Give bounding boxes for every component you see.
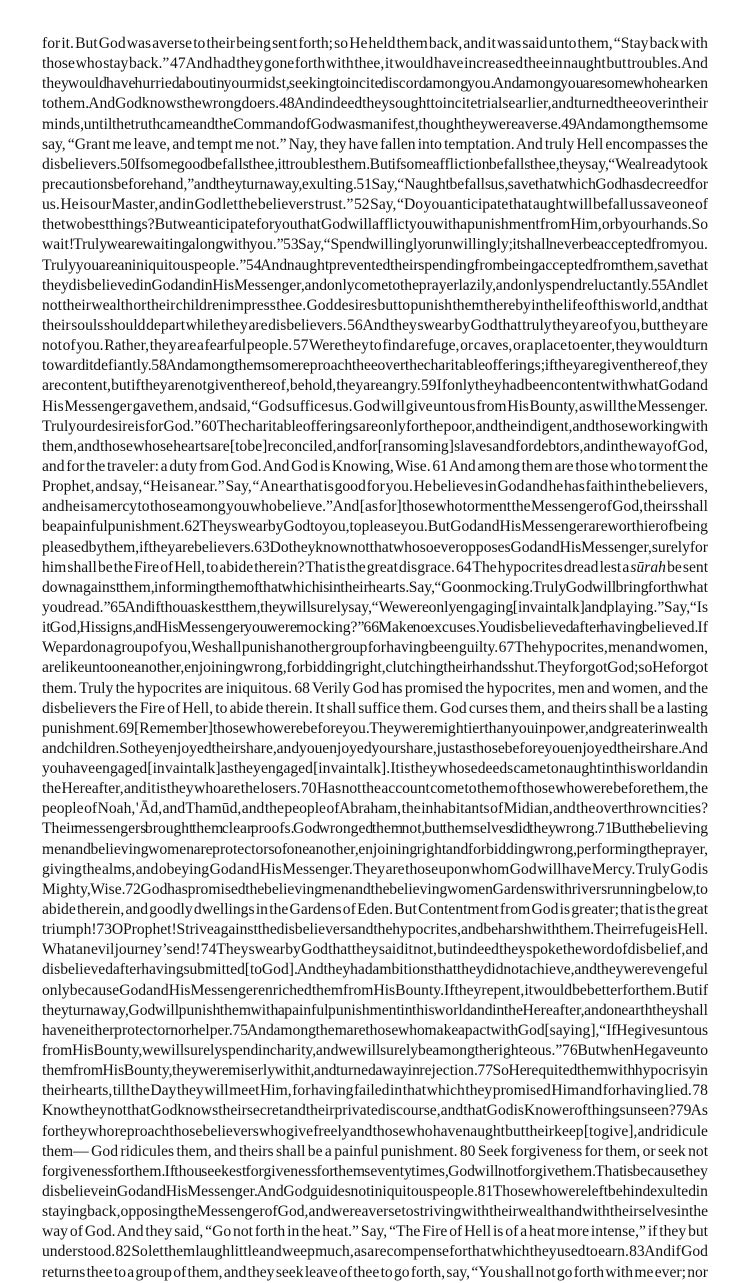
text-line: them from His Bounty, they were miserly with it, and turned away in rejection. 77 So He requited them with hypocrisy in	[42, 1062, 708, 1080]
text-line: disbelieved after having submitted [to God]. And they had ambitions that they did not achieve, and they were vengeful	[42, 961, 709, 979]
text-line: precautions beforehand,” and they turn away, exulting. 51 Say, “Naught befalls us, save that which God has decreed for	[42, 175, 709, 193]
text-line: them— God ridicules them, and theirs shall be a painful punishment. 80 Seek forgiveness for them, or seek not	[42, 1142, 709, 1160]
text-line: people of Noah, ' Ād, and Thamūd, and the people of Abraham, the inhabitants of Midian, and the overthrown cities?	[42, 800, 709, 818]
text-line: be a painful punishment. 62 They swear by God to you, to please you. But God and His Messenger are worthier of being	[42, 518, 708, 536]
text-line: and he is a mercy to those among you who believe.” And [as for] those who torment the Messenger of God, theirs shall	[42, 498, 708, 516]
text-segment: him shall be the Fire of Hell, to abide therein? That is the great disgrace. 64 The hypocrites dread lest a	[42, 558, 631, 576]
document-page	[42, 34, 714, 1283]
text-line: Know they not that God knows their secret and their private discourse, and that God is Knower of things unseen? 79 As	[42, 1102, 708, 1120]
text-line: the two best things? But we anticipate for you that God will afflict you with a punishment from Him, or by our hands. So	[42, 216, 708, 234]
text-line: you dread.” 65 And if thou askest them, they will surely say, “We were only engaging [in vain talk] and playing.” Say, “Is	[42, 598, 709, 616]
text-line: Truly our desire is for God.” 60 The charitable offerings are only for the poor, and the indigent, and those working with	[42, 417, 709, 435]
text-line: abide therein, and goodly dwellings in the Gardens of Eden. But Contentment from God is greater; that is the great	[42, 901, 709, 919]
text-line: it God, His signs, and His Messenger you were mocking?” 66 Make no excuses. You disbelieved after having believed. If	[42, 619, 708, 637]
text-line: returns thee to a group of them, and they seek leave of thee to go forth, say, “You shall not go forth with me ever; nor	[42, 1263, 708, 1281]
body-text	[42, 34, 714, 1283]
text-line: understood. 82 So let them laugh little and weep much, as a recompense for that which they used to earn. 83 And if God	[42, 1243, 708, 1261]
text-line: giving the alms, and obeying God and His Messenger. They are those upon whom God will have Mercy. Truly God is	[42, 860, 709, 878]
text-line: are content, but if they are not given thereof, behold, they are angry. 59 If only they had been content with what God and	[42, 377, 708, 395]
text-line: disbelievers the Fire of Hell, to abide therein. It shall suffice them. God curses them, and theirs shall be a lasting	[42, 699, 708, 717]
text-line: and children. So they enjoyed their share, and you enjoyed your share, just as those before you enjoyed their share. And	[42, 739, 708, 757]
text-line: Their messengers brought them clear proofs. God wronged them not, but themselves did they wrong. 71 But the believing	[42, 820, 709, 838]
text-line: Prophet, and say, “He is an ear.” Say, “An ear that is good for you. He believes in God and he has faith in the believers,	[42, 478, 708, 496]
text-line: for it. But God was averse to their being sent forth; so He held them back, and it was said unto them, “Stay back with	[42, 35, 708, 52]
text-line: for they who reproach those believers who give freely and those who have naught but their keep [to give], and ridicule	[42, 1122, 708, 1140]
text-line: their hearts, till the Day they will meet Him, for having failed in that which they promised Him and for having lied. 78	[42, 1082, 708, 1100]
text-line: say, “Grant me leave, and tempt me not.” Nay, they have fallen into temptation. And truly Hell encompasses the	[42, 135, 708, 153]
text-line: not of you. Rather, they are a fearful people. 57 Were they to find a refuge, or caves, or a place to enter, they would turn	[42, 337, 708, 355]
text-line: they turn away, God will punish them with a painful punishment in this world and in the Hereafter, and on earth they shall	[42, 1001, 708, 1019]
text-line: disbelievers. 50 If some good befalls thee, it troubles them. But if some affliction befalls thee, they say, “We already took	[42, 155, 708, 173]
text-segment: be sent	[665, 558, 709, 576]
text-line: What an evil journey’s end! 74 They swear by God that they said it not, but indeed they spoke the word of disbelief, and	[42, 941, 709, 959]
text-line: disbelieve in God and His Messenger. And God guides not iniquitous people. 81 Those who were left behind exulted in	[42, 1183, 708, 1201]
text-line: the Hereafter, and it is they who are the losers. 70 Has not the account come to them of those who were before them, the	[42, 780, 709, 798]
text-line: us. He is our Master, and in God let the believers trust.” 52 Say, “Do you anticipate that aught will befall us save one of	[42, 196, 708, 214]
text-line: not their wealth or their children impress thee. God desires but to punish them thereby in the life of this world, and that	[42, 296, 708, 314]
text-line: their souls should depart while they are disbelievers. 56 And they swear by God that truly they are of you, but they are	[42, 316, 708, 334]
text-line: punishment. 69 [Remember] those who were before you. They were mightier than you in power, and greater in wealth	[42, 719, 708, 737]
text-line: are like unto one another, enjoining wrong, forbidding right, clutching their hands shut. They forgot God; so He forgot	[42, 659, 709, 677]
text-line: down against them, informing them of that which is in their hearts. Say, “Go on mocking. Truly God will bring forth what	[42, 578, 708, 596]
text-line: Truly you are an iniquitous people.” 54 And naught prevented their spending from being accepted from them, save that	[42, 256, 709, 274]
italic-term: sūrah	[630, 558, 666, 576]
text-line: We pardon a group of you, We shall punish another group for having been guilty. 67 The hypocrites, men and women,	[42, 639, 709, 657]
text-line: triumph! 73 O Prophet! Strive against the disbelievers and the hypocrites, and be harsh with them. Their refuge is Hell.	[42, 921, 709, 939]
text-line: forgiveness for them. If thou seekest forgiveness for them seventy times, God will not forgive them. That is because they	[42, 1162, 708, 1180]
text-line: wait! Truly we are waiting along with you.” 53 Say, “Spend willingly or unwillingly; it shall never be accepted from you.	[42, 236, 708, 254]
text-line: staying back, opposing the Messenger of God, and were averse to striving with their wealth and with their selves in the	[42, 1203, 709, 1221]
text-line: and for the traveler: a duty from God. And God is Knowing, Wise. 61 And among them are those who torment the	[42, 457, 708, 475]
text-line: men and believing women are protectors of one another, enjoining right and forbidding wrong, performing the prayer,	[42, 840, 709, 858]
text-line: minds, until the truth came and the Command of God was manifest, though they were averse. 49 And among them some	[42, 115, 708, 133]
text-line: them, and those whose hearts are [to be] reconciled, and for [ransoming] slaves and for debtors, and in the way of God,	[42, 437, 709, 455]
text-line	[42, 558, 714, 578]
text-line: pleased by them, if they are believers. 63 Do they know not that whosoever opposes God and His Messenger, surely for	[42, 538, 708, 556]
text-line: them. Truly the hypocrites are iniquitous. 68 Verily God has promised the hypocrites, men and women, and the	[42, 679, 709, 697]
text-line: those who stay back.” 47 And had they gone forth with thee, it would have increased thee in naught but troubles. And	[42, 55, 708, 73]
text-line: to them. And God knows the wrongdoers. 48 And indeed they sought to incite trials earlier, and turned thee over in their	[42, 95, 709, 113]
text-line: Mighty, Wise. 72 God has promised the believing men and the believing women Gardens with rivers running below, to	[42, 880, 708, 898]
text-line: way of God. And they said, “Go not forth in the heat.” Say, “The Fire of Hell is of a heat more intense,” if they but	[42, 1223, 708, 1241]
text-line: they would have hurried about in your midst, seeking to incite discord among you. And among you are some who hearken	[42, 75, 708, 93]
text-line: they disbelieved in God and in His Messenger, and only come to the prayer lazily, and only spend reluctantly. 55 And let	[42, 276, 709, 294]
text-line: have neither protector nor helper. 75 And among them are those who make a pact with God [saying], “If He gives unto us	[42, 1021, 709, 1039]
text-line: from His Bounty, we will surely spend in charity, and we will surely be among the righteous.” 76 But when He gave unto	[42, 1042, 709, 1060]
text-line: His Messenger gave them, and said, “God suffices us. God will give unto us from His Bounty, as will the Messenger.	[42, 397, 709, 415]
text-line: you have engaged [in vain talk] as they engaged [in vain talk]. It is they whose deeds came to naught in this world and in	[42, 760, 708, 778]
text-line: toward it defiantly. 58 And among them some reproach thee over the charitable offerings; if they are given thereof, they	[42, 357, 708, 375]
text-line: only because God and His Messenger enriched them from His Bounty. If they repent, it would be better for them. But if	[42, 981, 709, 999]
